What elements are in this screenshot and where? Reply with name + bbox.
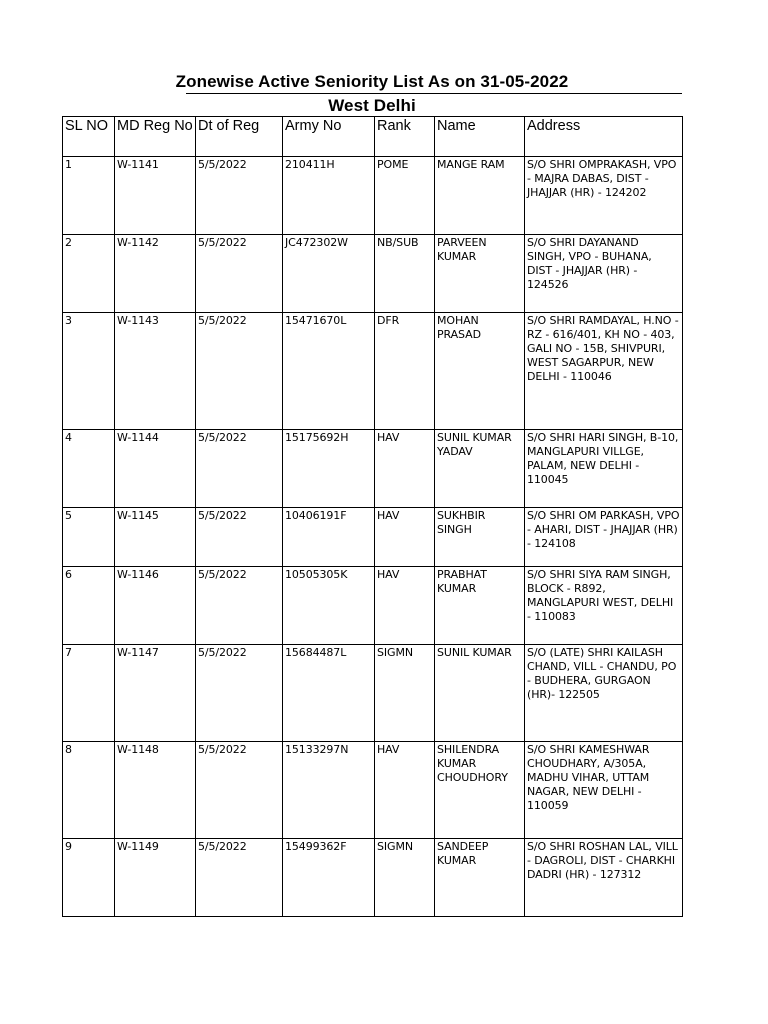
- cell-army-no: 10505305K: [283, 567, 375, 645]
- cell-md-reg-no: W-1144: [115, 430, 196, 508]
- cell-md-reg-no: W-1142: [115, 235, 196, 313]
- column-header-sl-no: SL NO: [63, 117, 115, 157]
- cell-rank: SIGMN: [375, 839, 435, 917]
- cell-sl-no: 3: [63, 313, 115, 430]
- cell-address: S/O SHRI HARI SINGH, B-10, MANGLAPURI VILLGE, PALAM, NEW DELHI - 110045: [525, 430, 683, 508]
- cell-address: S/O SHRI ROSHAN LAL, VILL - DAGROLI, DIST - CHARKHI DADRI (HR) - 127312: [525, 839, 683, 917]
- cell-army-no: 15133297N: [283, 742, 375, 839]
- cell-address: S/O SHRI RAMDAYAL, H.NO - RZ - 616/401, KH NO - 403, GALI NO - 15B, SHIVPURI, WEST SAGARPUR, NEW DELHI - 110046: [525, 313, 683, 430]
- cell-army-no: JC472302W: [283, 235, 375, 313]
- cell-dt-of-reg: 5/5/2022: [196, 430, 283, 508]
- cell-name: SANDEEP KUMAR: [435, 839, 525, 917]
- cell-name: MANGE RAM: [435, 157, 525, 235]
- cell-address: S/O (LATE) SHRI KAILASH CHAND, VILL - CHANDU, PO - BUDHERA, GURGAON (HR)- 122505: [525, 645, 683, 742]
- cell-rank: DFR: [375, 313, 435, 430]
- column-header-dt-of-reg: Dt of Reg: [196, 117, 283, 157]
- cell-md-reg-no: W-1145: [115, 508, 196, 567]
- cell-name: PRABHAT KUMAR: [435, 567, 525, 645]
- cell-md-reg-no: W-1146: [115, 567, 196, 645]
- cell-dt-of-reg: 5/5/2022: [196, 157, 283, 235]
- seniority-table: [62, 116, 683, 917]
- cell-rank: HAV: [375, 742, 435, 839]
- table-row: [63, 508, 683, 567]
- cell-dt-of-reg: 5/5/2022: [196, 313, 283, 430]
- column-header-address: Address: [525, 117, 683, 157]
- cell-rank: HAV: [375, 508, 435, 567]
- table-row: [63, 313, 683, 430]
- cell-name: MOHAN PRASAD: [435, 313, 525, 430]
- cell-sl-no: 9: [63, 839, 115, 917]
- cell-name: SUNIL KUMAR YADAV: [435, 430, 525, 508]
- cell-army-no: 15175692H: [283, 430, 375, 508]
- cell-md-reg-no: W-1148: [115, 742, 196, 839]
- cell-sl-no: 1: [63, 157, 115, 235]
- column-header-name: Name: [435, 117, 525, 157]
- column-header-army-no: Army No: [283, 117, 375, 157]
- cell-address: S/O SHRI SIYA RAM SINGH, BLOCK - R892, MANGLAPURI WEST, DELHI - 110083: [525, 567, 683, 645]
- cell-address: S/O SHRI KAMESHWAR CHOUDHARY, A/305A, MADHU VIHAR, UTTAM NAGAR, NEW DELHI - 110059: [525, 742, 683, 839]
- table-row: [63, 567, 683, 645]
- cell-md-reg-no: W-1143: [115, 313, 196, 430]
- cell-name: SUNIL KUMAR: [435, 645, 525, 742]
- cell-md-reg-no: W-1141: [115, 157, 196, 235]
- cell-name: PARVEEN KUMAR: [435, 235, 525, 313]
- cell-name: SHILENDRA KUMAR CHOUDHORY: [435, 742, 525, 839]
- cell-dt-of-reg: 5/5/2022: [196, 645, 283, 742]
- table-row: [63, 430, 683, 508]
- cell-army-no: 15684487L: [283, 645, 375, 742]
- column-header-md-reg-no: MD Reg No: [115, 117, 196, 157]
- cell-sl-no: 8: [63, 742, 115, 839]
- cell-address: S/O SHRI DAYANAND SINGH, VPO - BUHANA, DIST - JHAJJAR (HR) - 124526: [525, 235, 683, 313]
- cell-rank: SIGMN: [375, 645, 435, 742]
- cell-dt-of-reg: 5/5/2022: [196, 742, 283, 839]
- cell-rank: NB/SUB: [375, 235, 435, 313]
- cell-army-no: 15499362F: [283, 839, 375, 917]
- cell-address: S/O SHRI OMPRAKASH, VPO - MAJRA DABAS, DIST - JHAJJAR (HR) - 124202: [525, 157, 683, 235]
- cell-army-no: 10406191F: [283, 508, 375, 567]
- table-row: [63, 645, 683, 742]
- table-header-row: [63, 117, 683, 157]
- cell-sl-no: 6: [63, 567, 115, 645]
- cell-name: SUKHBIR SINGH: [435, 508, 525, 567]
- zone-title: West Delhi: [328, 96, 416, 115]
- cell-army-no: 210411H: [283, 157, 375, 235]
- cell-sl-no: 4: [63, 430, 115, 508]
- cell-md-reg-no: W-1147: [115, 645, 196, 742]
- table-row: [63, 235, 683, 313]
- cell-md-reg-no: W-1149: [115, 839, 196, 917]
- document-title: Zonewise Active Seniority List As on 31-05-2022: [175, 72, 569, 91]
- cell-dt-of-reg: 5/5/2022: [196, 839, 283, 917]
- cell-army-no: 15471670L: [283, 313, 375, 430]
- cell-sl-no: 2: [63, 235, 115, 313]
- cell-address: S/O SHRI OM PARKASH, VPO - AHARI, DIST - JHAJJAR (HR) - 124108: [525, 508, 683, 567]
- cell-rank: HAV: [375, 567, 435, 645]
- cell-rank: HAV: [375, 430, 435, 508]
- table-row: [63, 839, 683, 917]
- table-row: [63, 742, 683, 839]
- cell-rank: POME: [375, 157, 435, 235]
- cell-dt-of-reg: 5/5/2022: [196, 567, 283, 645]
- cell-sl-no: 5: [63, 508, 115, 567]
- cell-dt-of-reg: 5/5/2022: [196, 235, 283, 313]
- column-header-rank: Rank: [375, 117, 435, 157]
- table-row: [63, 157, 683, 235]
- cell-sl-no: 7: [63, 645, 115, 742]
- title-underline: [186, 93, 682, 94]
- cell-dt-of-reg: 5/5/2022: [196, 508, 283, 567]
